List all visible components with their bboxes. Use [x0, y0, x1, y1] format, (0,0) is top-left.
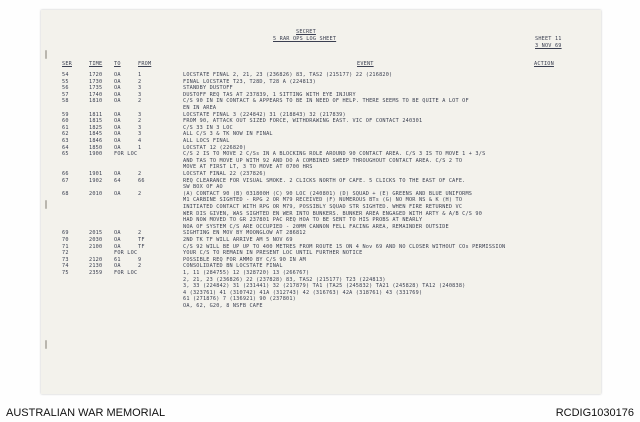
entry-event-line: M1 CARBINE SIGHTED - RPG 2 OR M79 RECEIVED (F) NUMEROUS BTs (G) NO MOR NS & K (H) TO	[183, 197, 463, 204]
entry-ser: 75	[62, 270, 69, 276]
entry-event-line: WER DIS GIVEN, WAS SIGHTED EN WER INTO BUNKERS. BUNKER AREA ENGAGED WITH ARTY & A/B C/S 90	[183, 210, 483, 217]
entry-event-line: LOCSTAT 12 (226820)	[183, 144, 247, 151]
entry-to: OA	[114, 124, 121, 131]
entry-to: 64	[114, 177, 121, 184]
entry-ser: 69	[62, 230, 69, 237]
entry-from: 2	[138, 263, 142, 270]
entry-ser: 56	[62, 85, 69, 92]
entry-event-line: CONSOLIDATED BN LOCSTATE FINAL	[183, 263, 283, 270]
entry-ser: 58	[62, 98, 69, 105]
entry-to: OA	[114, 111, 121, 118]
entry-time: 1815	[89, 118, 103, 125]
entry-time: 2100	[89, 243, 103, 250]
entry-from: 3	[138, 85, 142, 92]
entry-to: OA	[114, 263, 121, 270]
entry-to: OA	[114, 237, 121, 243]
entry-from: TF	[138, 237, 145, 243]
entry-event-line: REQ CLEARANCE FOR VISUAL SMOKE. 2 CLICKS NORTH OF CAFE. 5 CLICKS TO THE EAST OF CAFE.	[183, 177, 466, 184]
entry-event-line: (A) CONTACT 90 (B) 031800H (C) 90 LOC (240801) (D) SQUAD + (E) GREENS AND BLUE UNIFORMS	[183, 190, 473, 197]
entry-to: OA	[114, 85, 121, 92]
entry-to: OA	[114, 98, 121, 105]
header-time: TIME	[89, 61, 103, 67]
sheet-date: 3 NOV 69	[535, 43, 562, 49]
entry-event-line: C/S 2 IS TO MOVE 2 C/Ss IN A BLOCKING ROLE AROUND 90 CONTACT AREA. C/S 3 IS TO MOVE 1 + 3/S	[183, 151, 486, 158]
entry-from: TF	[138, 243, 145, 250]
entry-ser: 73	[62, 256, 69, 263]
entry-event-line: INITIATED CONTACT WITH RPG OR M79, POSSIBLY SQUAD STR SIGHTED. WHEN FIRE RETURNED VC	[183, 204, 463, 210]
entry-event-line: FROM 90, ATTACK OUT SIZED FORCE, WITHDRAWING EAST. VIC OF CONTACT 240301	[183, 118, 423, 125]
entry-from: 2	[138, 78, 142, 85]
entry-event-line: 2, 21, 23 (236826) 22 (237828) 83, TAS2 (215177) T23 (224813)	[183, 276, 386, 283]
entry-event-line: SIGHTING EN MOV BY MOONGLOW AT 286812	[183, 230, 306, 237]
entry-to: 61	[114, 256, 121, 263]
entry-to: OA	[114, 243, 121, 250]
entry-from: 3	[138, 131, 142, 138]
entry-event-line: MOVE AT FIRST LT, 3 TO MOVE AT 0700 HRS	[183, 164, 313, 171]
entry-event-line: SW BOX OF AO	[183, 184, 223, 191]
entry-time: 1901	[89, 171, 103, 177]
entry-time: 1825	[89, 124, 103, 131]
entry-event-line: 1, 11 (284755) 12 (328720) 13 (266767)	[183, 270, 310, 276]
sheet-number: SHEET 11	[535, 36, 562, 42]
entry-ser: 68	[62, 190, 69, 197]
entry-to: FOR LOC	[114, 270, 138, 276]
entry-event-line: AND TAS TO MOVE UP WITH 92 AND DO A COMBINED SWEEP THROUGHOUT CONTACT AREA. C/S 2 TO	[183, 157, 463, 164]
entry-ser: 66	[62, 171, 69, 177]
entry-event-line: DUSTOFF REQ TAS AT 237839, 1 SITTING WITH EYE INJURY	[183, 91, 356, 98]
entry-ser: 57	[62, 91, 69, 98]
entry-time: 2359	[89, 270, 103, 276]
header-from: FROM	[138, 61, 152, 67]
entry-from: 2	[138, 98, 142, 105]
header-ser: SER	[62, 61, 72, 67]
staple-mark	[45, 50, 47, 59]
footer-record-id: RCDIG1030176	[555, 407, 634, 419]
entry-time: 1740	[89, 91, 103, 98]
entry-from: 4	[138, 138, 142, 144]
header-to: TO	[114, 61, 121, 67]
footer-source: AUSTRALIAN WAR MEMORIAL	[6, 407, 166, 419]
entry-time: 1846	[89, 138, 103, 144]
document-page	[41, 10, 601, 394]
entry-time: 1900	[89, 151, 103, 158]
entry-ser: 74	[62, 263, 69, 270]
entry-time: 1850	[89, 144, 103, 151]
entry-event-line: C/S 92 WILL BE UP UP TO 400 METRES FROM ROUTE 15 ON 4 Nov 69 AND NO CLOSER WITHOUT COs PERMISSION	[183, 243, 506, 250]
header-action: ACTION	[534, 61, 554, 67]
entry-ser: 70	[62, 237, 69, 243]
entry-event-line: NOA OF SYSTEM C/S ARE OCCUPIED - 20MM CANNON FELL FACING AREA, REMAINDER OUTSIDE	[183, 223, 449, 230]
entry-from: 3	[138, 111, 142, 118]
entry-time: 1811	[89, 111, 103, 118]
log-sheet-title: 5 RAR OPS LOG SHEET	[273, 36, 337, 42]
staple-mark	[45, 340, 47, 349]
entry-time: 1735	[89, 85, 103, 92]
entry-event-line: 3, 33 (224842) 31 (231441) 32 (217879) TA1 (TA25 (245832) TA21 (245828) TA12 (240838)	[183, 283, 466, 290]
entry-from: 1	[138, 144, 142, 151]
entry-event-line: 61 (271876) 7 (136921) 90 (237801)	[183, 296, 296, 303]
entry-event-line: LOCSTATE FINAL 2, 21, 23 (236826) 83, TAS2 (215177) 22 (216820)	[183, 72, 393, 78]
entry-to: OA	[114, 78, 121, 85]
staple-mark	[45, 200, 47, 209]
entry-time: 2120	[89, 256, 103, 263]
entry-event-line: FINAL LOCSTATE T23, T28D, T28 A (224813)	[183, 78, 316, 85]
entry-to: OA	[114, 72, 121, 78]
entry-event-line: STANDBY DUSTOFF	[183, 85, 233, 92]
entry-ser: 65	[62, 151, 69, 158]
entry-to: OA	[114, 230, 121, 237]
entry-to: OA	[114, 118, 121, 125]
entry-to: OA	[114, 138, 121, 144]
entry-ser: 59	[62, 111, 69, 118]
entry-event-line: ALL LOCS FINAL	[183, 138, 230, 144]
entry-from: 2	[138, 118, 142, 125]
entry-time: 1810	[89, 98, 103, 105]
entry-ser: 60	[62, 118, 69, 125]
entry-event-line: ALL C/S 3 & TK NOW IN FINAL	[183, 131, 273, 138]
entry-from: 3	[138, 91, 142, 98]
entry-time: 1730	[89, 78, 103, 85]
entry-ser: 54	[62, 72, 69, 78]
entry-to: OA	[114, 131, 121, 138]
entry-to: OA	[114, 91, 121, 98]
entry-event-line: 4 (323761) 41 (310742) 41A (312743) 42 (316763) 42A (318761) 43 (331769)	[183, 289, 423, 296]
entry-time: 2010	[89, 190, 103, 197]
entry-to: OA	[114, 144, 121, 151]
entry-time: 1845	[89, 131, 103, 138]
entry-ser: 63	[62, 138, 69, 144]
entry-ser: 61	[62, 124, 69, 131]
entry-from: 3	[138, 124, 142, 131]
entry-time: 2015	[89, 230, 103, 237]
entry-event-line: C/S 90 IN IN CONTACT & APPEARS TO BE IN NEED OF HELP. THERE SEEMS TO BE QUITE A LOT OF	[183, 98, 469, 105]
entry-from: 2	[138, 230, 142, 237]
entry-from: 2	[138, 190, 142, 197]
entry-event-line: C/S 33 IN 3 LOC	[183, 124, 233, 131]
entry-ser: 62	[62, 131, 69, 138]
entry-from: 66	[138, 177, 145, 184]
entry-ser: 67	[62, 177, 69, 184]
entry-time: 2130	[89, 263, 103, 270]
entry-from: 1	[138, 72, 142, 78]
entry-ser: 71	[62, 243, 69, 250]
entry-event-line: YOUR C/S TO REMAIN IN PRESENT LOC UNTIL FURTHER NOTICE	[183, 250, 363, 257]
entry-to: OA	[114, 190, 121, 197]
entry-time: 2030	[89, 237, 103, 243]
entry-ser: 64	[62, 144, 69, 151]
entry-event-line: HAD NOW MOVED TO GR 237801 PAC REQ HOA TO BE SENT TO HIS PROBS AT NEARLY	[183, 217, 423, 224]
entry-time: 1720	[89, 72, 103, 78]
entry-ser: 55	[62, 78, 69, 85]
classification-title: SECRET	[296, 29, 316, 35]
entry-to: FOR LOC	[114, 250, 138, 257]
entry-time: 1902	[89, 177, 103, 184]
entry-from: 9	[138, 256, 142, 263]
entry-to: OA	[114, 171, 121, 177]
entry-from: 2	[138, 171, 142, 177]
entry-to: FOR LOC	[114, 151, 138, 158]
entry-event-line: 2ND TK TF WILL ARRIVE AM 5 NOV 69	[183, 237, 293, 243]
entry-event-line: LOCSTATE FINAL 3 (224842) 31 (218843) 32 (217839)	[183, 111, 346, 118]
entry-event-line: POSSIBLE REQ FOR AMMO BY C/S 90 IN AM	[183, 256, 306, 263]
entry-ser: 72	[62, 250, 69, 257]
entry-event-line: OA, 62, G20, 8 NSFB CAFE	[183, 303, 263, 309]
entry-event-line: EN IN AREA	[183, 105, 217, 111]
header-event: EVENT	[357, 61, 374, 67]
entry-event-line: LOCSTAT FINAL 22 (237826)	[183, 171, 267, 177]
